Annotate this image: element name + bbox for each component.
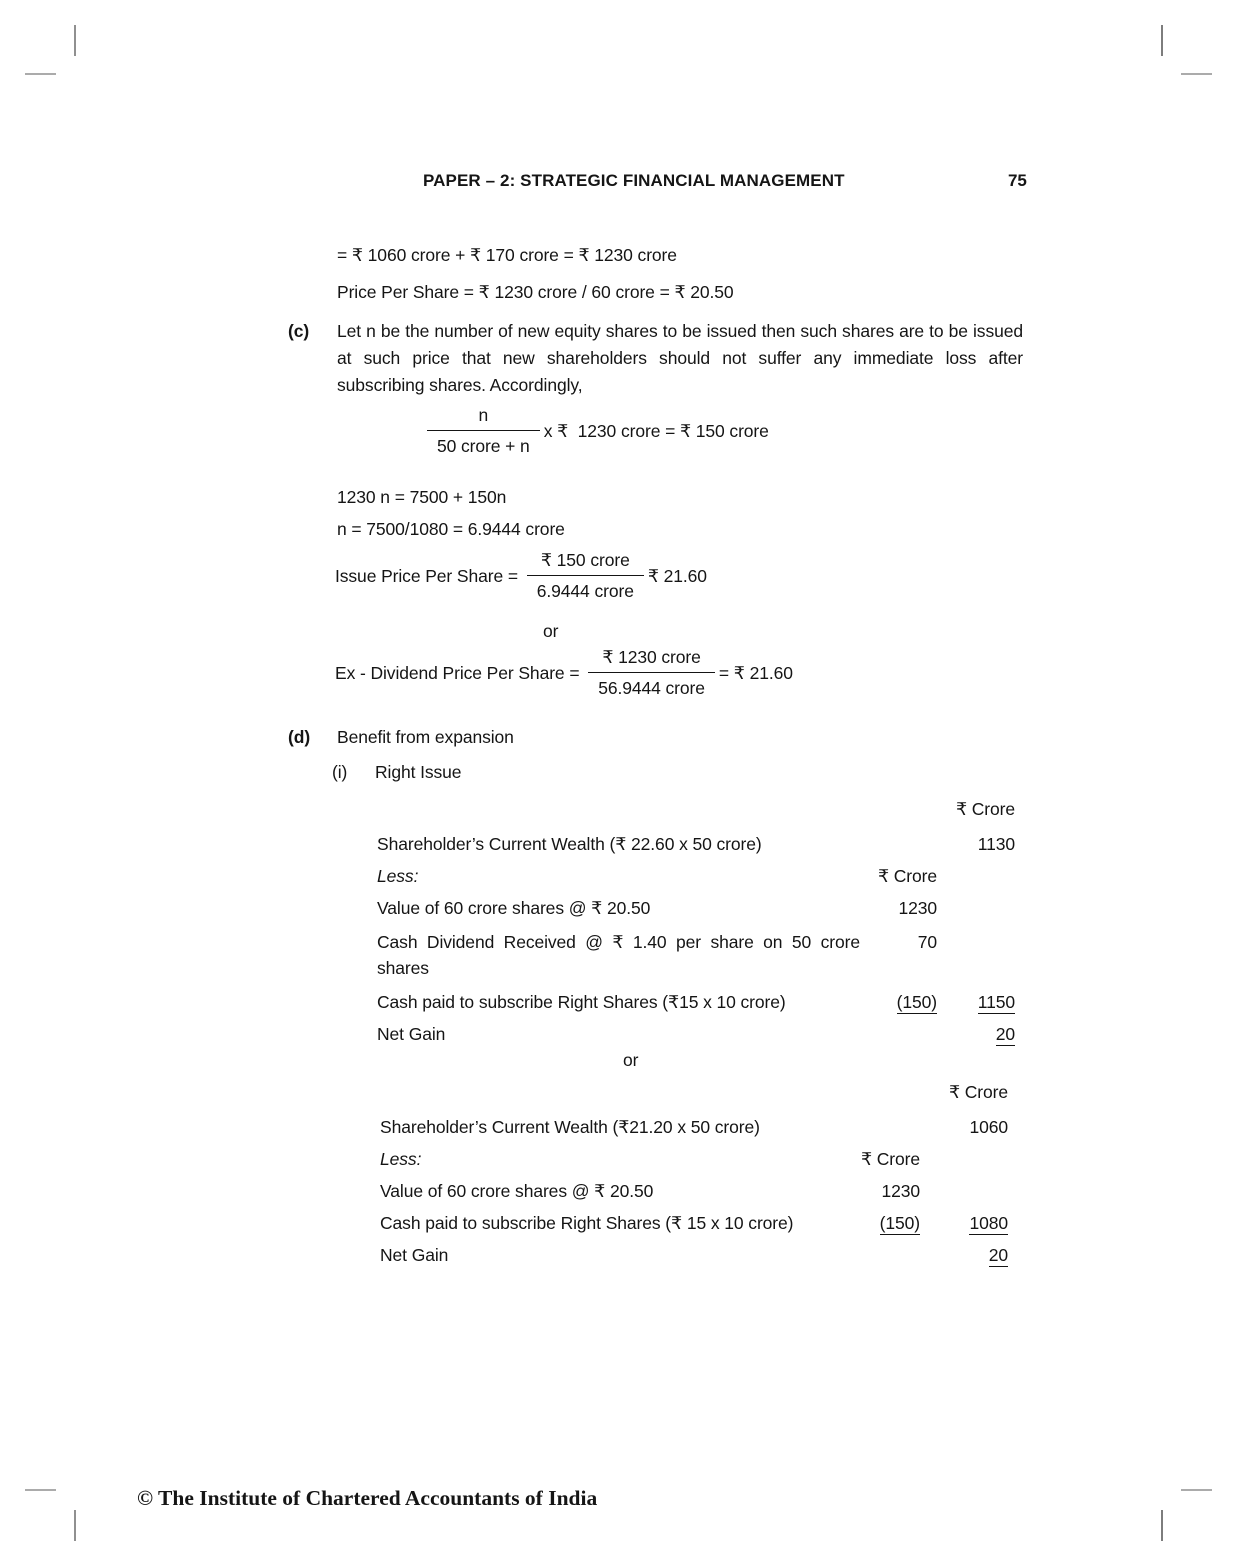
table-row: [377, 833, 1015, 855]
subsection-i-title: Right Issue: [375, 762, 462, 782]
or-separator: or: [623, 1050, 639, 1070]
amount-col2: 20: [988, 1245, 1008, 1265]
crop-mark-bottom-left-vertical: [74, 1510, 76, 1541]
table-header-row: [377, 798, 1015, 820]
amount-col2: 1150: [977, 992, 1015, 1012]
equation-rhs: ₹ 21.60: [647, 565, 707, 586]
row-description: Value of 60 crore shares @ ₹ 20.50: [380, 1181, 654, 1201]
calc-line-total-value: = ₹ 1060 crore + ₹ 170 crore = ₹ 1230 crore: [337, 245, 677, 265]
section-d-label: (d): [288, 727, 311, 747]
row-description: Value of 60 crore shares @ ₹ 20.50: [377, 898, 651, 918]
page-content: [288, 244, 1023, 1344]
section-d: [288, 726, 514, 748]
calc-line-n-value: n = 7500/1080 = 6.9444 crore: [337, 519, 565, 539]
amount-col1: (150): [896, 992, 937, 1012]
equation-ex-dividend-price: [335, 646, 793, 699]
fraction-denominator: 56.9444 crore: [588, 672, 715, 699]
table-row: [380, 1212, 1008, 1234]
table-header-row: [380, 1081, 1008, 1103]
amount-col1: 70: [917, 932, 937, 952]
crop-mark-bottom-right-horizontal: [1181, 1489, 1212, 1491]
calc-line-1230n: 1230 n = 7500 + 150n: [337, 487, 507, 507]
crop-mark-bottom-right-vertical: [1161, 1510, 1163, 1541]
equation-issue-price: [335, 549, 707, 602]
crop-mark-top-left-vertical: [74, 25, 76, 56]
row-description: Cash paid to subscribe Right Shares (₹ 15 x 10 crore): [380, 1213, 794, 1233]
crop-mark-top-right-vertical: [1161, 25, 1163, 56]
table-row: [377, 1023, 1015, 1045]
rights-issue-table-2: [380, 1081, 1008, 1276]
equation-rhs: = ₹ 21.60: [718, 662, 793, 683]
subsection-i-label: (i): [332, 762, 348, 782]
table-row: [377, 991, 1015, 1013]
equation-lhs: Ex - Dividend Price Per Share =: [335, 662, 585, 683]
fraction-numerator: ₹ 150 crore: [540, 550, 630, 570]
fraction: [588, 646, 715, 699]
amount-col1: 1230: [898, 898, 937, 918]
unit-header: ₹ Crore: [860, 1149, 920, 1169]
rights-issue-table-1: [377, 798, 1015, 1055]
fraction-denominator: 50 crore + n: [427, 430, 540, 457]
equation-rhs: x ₹ 1230 crore = ₹ 150 crore: [543, 420, 769, 441]
amount-col2: 1060: [969, 1117, 1008, 1137]
unit-header: ₹ Crore: [955, 799, 1015, 819]
fraction-numerator: ₹ 1230 crore: [602, 647, 701, 667]
row-description: Cash Dividend Received @ ₹ 1.40 per share on 50 crore shares: [377, 932, 860, 978]
table-row: [380, 1244, 1008, 1266]
crop-mark-top-right-horizontal: [1181, 73, 1212, 75]
row-description: Shareholder’s Current Wealth (₹ 22.60 x 50 crore): [377, 834, 762, 854]
footer-copyright: © The Institute of Chartered Accountants of India: [137, 1486, 598, 1510]
table-row: [377, 897, 1015, 919]
crop-mark-top-left-horizontal: [25, 73, 56, 75]
page-header-title: PAPER – 2: STRATEGIC FINANCIAL MANAGEMENT: [423, 171, 845, 190]
page-number: 75: [1008, 171, 1027, 190]
row-description: Less:: [377, 866, 419, 886]
amount-col2: 1080: [969, 1213, 1008, 1233]
equation-lhs: Issue Price Per Share =: [335, 565, 523, 586]
row-description: Net Gain: [380, 1245, 449, 1265]
unit-header: ₹ Crore: [948, 1082, 1008, 1102]
section-c-paragraph: Let n be the number of new equity shares to be issued then such shares are to be issued at such price that new shareholders should not suffer any immediate loss after subscribing shares. Accordingly,: [337, 321, 1023, 395]
table-row: [380, 1180, 1008, 1202]
section-d-title: Benefit from expansion: [337, 727, 514, 747]
table-row: [377, 929, 1015, 981]
crop-mark-bottom-left-horizontal: [25, 1489, 56, 1491]
fraction-numerator: n: [478, 405, 489, 425]
equation-new-shares: [423, 404, 769, 457]
or-separator: or: [543, 621, 559, 641]
fraction: [427, 404, 540, 457]
section-c-label: (c): [288, 321, 310, 341]
section-c: [288, 318, 1023, 399]
fraction-denominator: 6.9444 crore: [527, 575, 644, 602]
amount-col2: 20: [995, 1024, 1015, 1044]
row-description: Net Gain: [377, 1024, 446, 1044]
amount-col2: 1130: [977, 834, 1015, 854]
row-description: Shareholder’s Current Wealth (₹21.20 x 50 crore): [380, 1117, 760, 1137]
table-row: [380, 1116, 1008, 1138]
calc-line-price-per-share: Price Per Share = ₹ 1230 crore / 60 crore = ₹ 20.50: [337, 282, 734, 302]
row-description: Less:: [380, 1149, 422, 1169]
fraction: [527, 549, 644, 602]
amount-col1: 1230: [881, 1181, 920, 1201]
table-row: [380, 1148, 1008, 1170]
unit-header: ₹ Crore: [877, 866, 937, 886]
subsection-i: [332, 761, 461, 783]
row-description: Cash paid to subscribe Right Shares (₹15 x 10 crore): [377, 992, 786, 1012]
table-row: [377, 865, 1015, 887]
amount-col1: (150): [879, 1213, 920, 1233]
